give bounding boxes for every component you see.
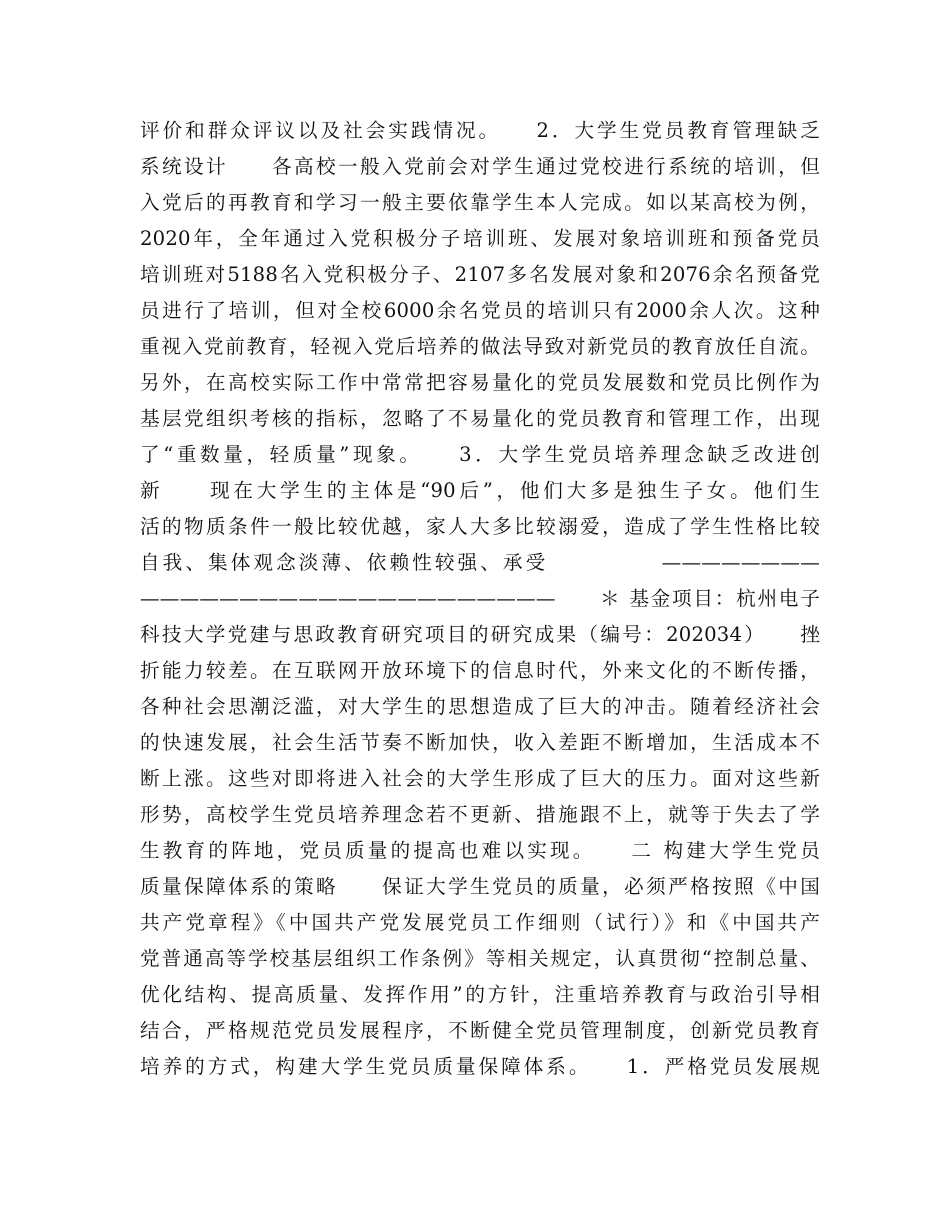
text-line: 员进行了培训，但对全校6000余名党员的培训只有2000余人次。这种 [140, 299, 820, 322]
text-line: 党普通高等学校基层组织工作条例》等相关规定，认真贯彻“控制总量、 [140, 947, 820, 970]
text-line: 质量保障体系的策略 保证大学生党员的质量，必须严格按照《中国 [140, 875, 820, 898]
text-line: 形势，高校学生党员培养理念若不更新、措施跟不上，就等于失去了学 [140, 803, 820, 826]
text-line: 折能力较差。在互联网开放环境下的信息时代，外来文化的不断传播， [140, 659, 820, 682]
text-line: 评价和群众评议以及社会实践情况。 2．大学生党员教育管理缺乏 [140, 119, 820, 142]
text-line: 系统设计 各高校一般入党前会对学生通过党校进行系统的培训，但 [140, 155, 820, 178]
text-line: 断上涨。这些对即将进入社会的大学生形成了巨大的压力。面对这些新 [140, 767, 820, 790]
text-line: 了“重数量，轻质量”现象。 3．大学生党员培养理念缺乏改进创 [140, 443, 820, 466]
text-line: 生教育的阵地，党员质量的提高也难以实现。 二 构建大学生党员 [140, 839, 820, 862]
text-line: 优化结构、提高质量、发挥作用”的方针，注重培养教育与政治引导相 [140, 983, 820, 1006]
text-line: 基层党组织考核的指标，忽略了不易量化的党员教育和管理工作，出现 [140, 407, 820, 430]
text-line: 新 现在大学生的主体是“90后”，他们大多是独生子女。他们生 [140, 479, 820, 502]
text-line: 活的物质条件一般比较优越，家人大多比较溺爱，造成了学生性格比较 [140, 515, 820, 538]
text-line: 培养的方式，构建大学生党员质量保障体系。 1．严格党员发展规 [140, 1055, 820, 1078]
text-line: 共产党章程》《中国共产党发展党员工作细则（试行）》和《中国共产 [140, 911, 820, 934]
text-line: 结合，严格规范党员发展程序，不断健全党员管理制度，创新党员教育 [140, 1019, 820, 1042]
text-line: 另外，在高校实际工作中常常把容易量化的党员发展数和党员比例作为 [140, 371, 820, 394]
text-line: 入党后的再教育和学习一般主要依靠学生本人完成。如以某高校为例， [140, 191, 820, 214]
text-line: 各种社会思潮泛滥，对大学生的思想造成了巨大的冲击。随着经济社会 [140, 695, 820, 718]
text-line: 的快速发展，社会生活节奏不断加快，收入差距不断增加，生活成本不 [140, 731, 820, 754]
text-line: 自我、集体观念淡薄、依赖性较强、承受 ———————— [140, 551, 820, 574]
text-line: 2020年，全年通过入党积极分子培训班、发展对象培训班和预备党员 [140, 227, 820, 250]
text-line: 培训班对5188名入党积极分子、2107多名发展对象和2076余名预备党 [140, 263, 820, 286]
text-line: 重视入党前教育，轻视入党后培养的做法导致对新党员的教育放任自流。 [140, 335, 820, 358]
footnote-separator-line: ————————————————————— ＊ 基金项目：杭州电子 [140, 587, 820, 610]
text-line: 科技大学党建与思政教育研究项目的研究成果（编号：202034） 挫 [140, 623, 820, 646]
